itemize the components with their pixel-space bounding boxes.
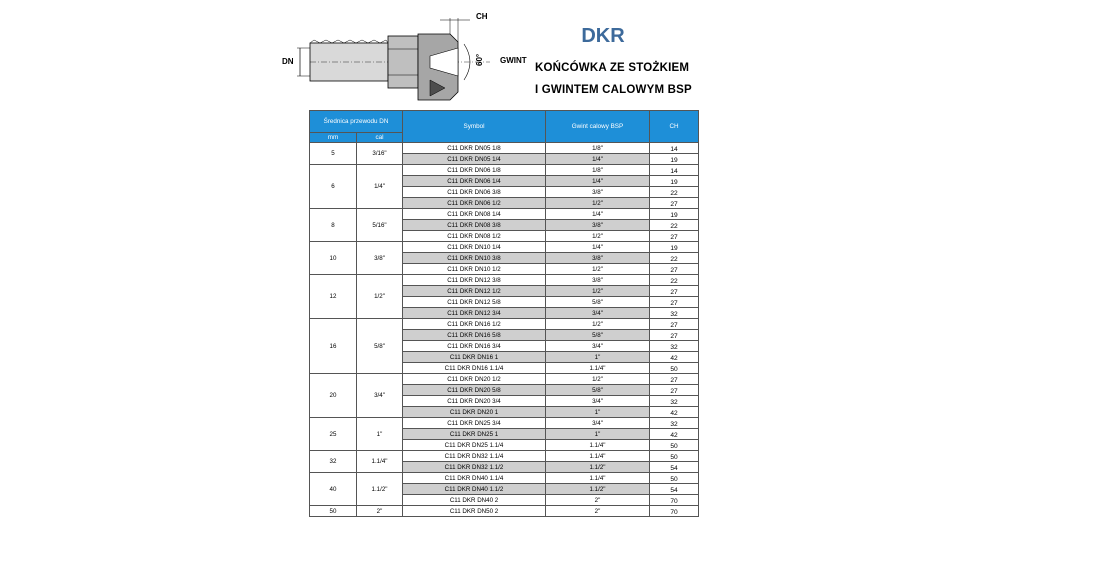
dn-mm-cell: 8 bbox=[310, 209, 357, 242]
dn-cal-cell: 5/8" bbox=[357, 319, 403, 374]
table-row bbox=[310, 451, 699, 462]
header-symbol: Symbol bbox=[403, 111, 546, 143]
thread-cell: 1.1/4" bbox=[546, 473, 650, 484]
thread-cell: 1/2" bbox=[546, 374, 650, 385]
symbol-cell: C11 DKR DN08 1/4 bbox=[403, 209, 546, 220]
table-row bbox=[310, 319, 699, 330]
dn-cal-cell: 3/4" bbox=[357, 374, 403, 418]
subtitle-line-1: KOŃCÓWKA ZE STOŻKIEM bbox=[535, 62, 690, 74]
header-mm: mm bbox=[310, 133, 357, 143]
table-row bbox=[310, 209, 699, 220]
thread-cell: 1/4" bbox=[546, 209, 650, 220]
symbol-cell: C11 DKR DN25 1.1/4 bbox=[403, 440, 546, 451]
ch-cell: 54 bbox=[650, 462, 699, 473]
ch-cell: 14 bbox=[650, 143, 699, 154]
ch-cell: 50 bbox=[650, 473, 699, 484]
ch-cell: 50 bbox=[650, 440, 699, 451]
ch-cell: 42 bbox=[650, 407, 699, 418]
dn-mm-cell: 20 bbox=[310, 374, 357, 418]
dn-cal-cell: 5/16" bbox=[357, 209, 403, 242]
dn-cal-cell: 3/8" bbox=[357, 242, 403, 275]
symbol-cell: C11 DKR DN20 1 bbox=[403, 407, 546, 418]
ch-cell: 32 bbox=[650, 341, 699, 352]
ch-cell: 27 bbox=[650, 231, 699, 242]
ch-cell: 27 bbox=[650, 198, 699, 209]
thread-cell: 1.1/4" bbox=[546, 451, 650, 462]
ch-cell: 27 bbox=[650, 385, 699, 396]
table-row bbox=[310, 506, 699, 517]
thread-cell: 3/4" bbox=[546, 308, 650, 319]
gwint-label: GWINT bbox=[500, 56, 527, 65]
thread-cell: 3/4" bbox=[546, 341, 650, 352]
ch-cell: 19 bbox=[650, 209, 699, 220]
symbol-cell: C11 DKR DN10 3/8 bbox=[403, 253, 546, 264]
spec-table bbox=[309, 110, 699, 517]
dn-mm-cell: 25 bbox=[310, 418, 357, 451]
thread-cell: 2" bbox=[546, 495, 650, 506]
ch-label: CH bbox=[476, 12, 488, 21]
thread-cell: 3/8" bbox=[546, 220, 650, 231]
symbol-cell: C11 DKR DN10 1/2 bbox=[403, 264, 546, 275]
symbol-cell: C11 DKR DN32 1.1/2 bbox=[403, 462, 546, 473]
ch-cell: 32 bbox=[650, 396, 699, 407]
thread-cell: 3/4" bbox=[546, 418, 650, 429]
thread-cell: 3/8" bbox=[546, 275, 650, 286]
symbol-cell: C11 DKR DN16 1 bbox=[403, 352, 546, 363]
thread-cell: 1.1/2" bbox=[546, 462, 650, 473]
ch-cell: 19 bbox=[650, 242, 699, 253]
symbol-cell: C11 DKR DN25 3/4 bbox=[403, 418, 546, 429]
dn-mm-cell: 5 bbox=[310, 143, 357, 165]
symbol-cell: C11 DKR DN08 3/8 bbox=[403, 220, 546, 231]
header-diameter: Średnica przewodu DN bbox=[310, 111, 403, 133]
ch-cell: 50 bbox=[650, 363, 699, 374]
symbol-cell: C11 DKR DN05 1/4 bbox=[403, 154, 546, 165]
table-row bbox=[310, 275, 699, 286]
thread-cell: 1.1/4" bbox=[546, 363, 650, 374]
symbol-cell: C11 DKR DN16 3/4 bbox=[403, 341, 546, 352]
thread-cell: 1/4" bbox=[546, 242, 650, 253]
header-thread: Gwint calowy BSP bbox=[546, 111, 650, 143]
ch-cell: 42 bbox=[650, 352, 699, 363]
thread-cell: 1.1/4" bbox=[546, 440, 650, 451]
table-row bbox=[310, 473, 699, 484]
angle-label: 60° bbox=[475, 53, 484, 66]
symbol-cell: C11 DKR DN06 1/8 bbox=[403, 165, 546, 176]
symbol-cell: C11 DKR DN12 3/4 bbox=[403, 308, 546, 319]
header-cal: cal bbox=[357, 133, 403, 143]
symbol-cell: C11 DKR DN12 3/8 bbox=[403, 275, 546, 286]
thread-cell: 1/4" bbox=[546, 154, 650, 165]
ch-cell: 50 bbox=[650, 451, 699, 462]
symbol-cell: C11 DKR DN05 1/8 bbox=[403, 143, 546, 154]
symbol-cell: C11 DKR DN06 1/4 bbox=[403, 176, 546, 187]
symbol-cell: C11 DKR DN10 1/4 bbox=[403, 242, 546, 253]
thread-cell: 5/8" bbox=[546, 330, 650, 341]
thread-cell: 2" bbox=[546, 506, 650, 517]
symbol-cell: C11 DKR DN12 5/8 bbox=[403, 297, 546, 308]
ch-cell: 22 bbox=[650, 187, 699, 198]
ch-cell: 27 bbox=[650, 319, 699, 330]
symbol-cell: C11 DKR DN40 1.1/2 bbox=[403, 484, 546, 495]
ch-cell: 42 bbox=[650, 429, 699, 440]
ch-cell: 27 bbox=[650, 264, 699, 275]
dn-cal-cell: 2" bbox=[357, 506, 403, 517]
thread-cell: 1" bbox=[546, 407, 650, 418]
symbol-cell: C11 DKR DN40 2 bbox=[403, 495, 546, 506]
table-row bbox=[310, 418, 699, 429]
dn-cal-cell: 1.1/2" bbox=[357, 473, 403, 506]
dn-cal-cell: 1/4" bbox=[357, 165, 403, 209]
symbol-cell: C11 DKR DN16 5/8 bbox=[403, 330, 546, 341]
thread-cell: 1/2" bbox=[546, 264, 650, 275]
dn-mm-cell: 12 bbox=[310, 275, 357, 319]
ch-cell: 54 bbox=[650, 484, 699, 495]
ch-cell: 22 bbox=[650, 253, 699, 264]
symbol-cell: C11 DKR DN16 1.1/4 bbox=[403, 363, 546, 374]
ch-cell: 19 bbox=[650, 154, 699, 165]
thread-cell: 5/8" bbox=[546, 297, 650, 308]
ch-cell: 70 bbox=[650, 495, 699, 506]
table-row bbox=[310, 242, 699, 253]
thread-cell: 1.1/2" bbox=[546, 484, 650, 495]
symbol-cell: C11 DKR DN12 1/2 bbox=[403, 286, 546, 297]
ch-cell: 27 bbox=[650, 330, 699, 341]
dn-cal-cell: 1/2" bbox=[357, 275, 403, 319]
dn-cal-cell: 1.1/4" bbox=[357, 451, 403, 473]
thread-cell: 1/2" bbox=[546, 286, 650, 297]
table-row bbox=[310, 143, 699, 154]
symbol-cell: C11 DKR DN20 1/2 bbox=[403, 374, 546, 385]
thread-cell: 5/8" bbox=[546, 385, 650, 396]
thread-cell: 1/8" bbox=[546, 165, 650, 176]
symbol-cell: C11 DKR DN32 1.1/4 bbox=[403, 451, 546, 462]
ch-cell: 19 bbox=[650, 176, 699, 187]
ch-cell: 32 bbox=[650, 418, 699, 429]
header-ch: CH bbox=[650, 111, 699, 143]
thread-cell: 1/8" bbox=[546, 143, 650, 154]
symbol-cell: C11 DKR DN25 1 bbox=[403, 429, 546, 440]
symbol-cell: C11 DKR DN16 1/2 bbox=[403, 319, 546, 330]
thread-cell: 1" bbox=[546, 429, 650, 440]
symbol-cell: C11 DKR DN50 2 bbox=[403, 506, 546, 517]
thread-cell: 3/8" bbox=[546, 187, 650, 198]
table-row bbox=[310, 374, 699, 385]
ch-cell: 27 bbox=[650, 297, 699, 308]
subtitle-line-2: I GWINTEM CALOWYM BSP bbox=[535, 84, 692, 96]
ch-cell: 14 bbox=[650, 165, 699, 176]
dn-cal-cell: 1" bbox=[357, 418, 403, 451]
thread-cell: 3/8" bbox=[546, 253, 650, 264]
spec-table-body bbox=[310, 143, 699, 517]
dn-mm-cell: 50 bbox=[310, 506, 357, 517]
thread-cell: 1/4" bbox=[546, 176, 650, 187]
thread-cell: 1/2" bbox=[546, 198, 650, 209]
ch-cell: 32 bbox=[650, 308, 699, 319]
ch-cell: 22 bbox=[650, 275, 699, 286]
ch-cell: 27 bbox=[650, 286, 699, 297]
dn-mm-cell: 40 bbox=[310, 473, 357, 506]
dn-label: DN bbox=[282, 57, 294, 66]
thread-cell: 1/2" bbox=[546, 319, 650, 330]
ch-cell: 22 bbox=[650, 220, 699, 231]
ch-cell: 27 bbox=[650, 374, 699, 385]
table-row bbox=[310, 165, 699, 176]
thread-cell: 3/4" bbox=[546, 396, 650, 407]
fitting-drawing bbox=[280, 8, 530, 108]
thread-cell: 1/2" bbox=[546, 231, 650, 242]
dn-mm-cell: 32 bbox=[310, 451, 357, 473]
ch-cell: 70 bbox=[650, 506, 699, 517]
symbol-cell: C11 DKR DN20 3/4 bbox=[403, 396, 546, 407]
symbol-cell: C11 DKR DN20 5/8 bbox=[403, 385, 546, 396]
dn-mm-cell: 16 bbox=[310, 319, 357, 374]
dn-mm-cell: 6 bbox=[310, 165, 357, 209]
dn-mm-cell: 10 bbox=[310, 242, 357, 275]
symbol-cell: C11 DKR DN40 1.1/4 bbox=[403, 473, 546, 484]
symbol-cell: C11 DKR DN08 1/2 bbox=[403, 231, 546, 242]
dn-cal-cell: 3/16" bbox=[357, 143, 403, 165]
page-title: DKR bbox=[581, 25, 625, 47]
symbol-cell: C11 DKR DN06 3/8 bbox=[403, 187, 546, 198]
thread-cell: 1" bbox=[546, 352, 650, 363]
symbol-cell: C11 DKR DN06 1/2 bbox=[403, 198, 546, 209]
